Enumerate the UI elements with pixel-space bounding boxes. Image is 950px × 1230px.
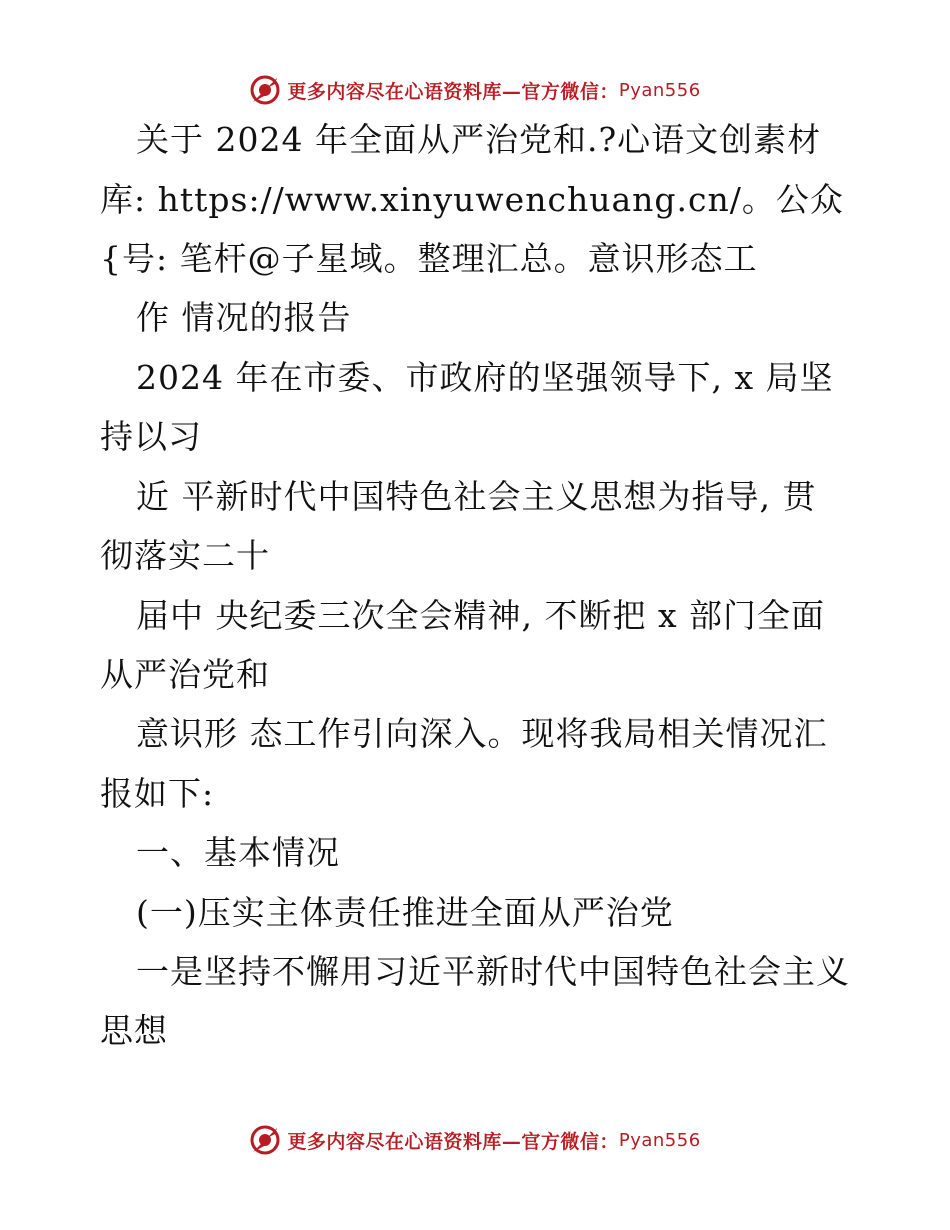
wechat-id: Pyan556 (618, 79, 701, 101)
banner-text: 更多内容尽在心语资料库—官方微信： (287, 1130, 619, 1153)
wechat-id: Pyan556 (618, 1129, 701, 1151)
body-line: 意识形 态工作引向深入。现将我局相关情况汇 (136, 714, 828, 753)
body-line: 持以习 (100, 417, 202, 456)
body-line: 2024 年在市委、市政府的坚强领导下, x 局坚 (136, 358, 834, 397)
body-line: 作 情况的报告 (136, 298, 352, 337)
pen-logo-icon (249, 74, 281, 106)
banner-text: 更多内容尽在心语资料库—官方微信： (287, 80, 619, 103)
body-line: 关于 2024 年全面从严治党和.?心语文创素材 (136, 120, 822, 159)
header-banner (0, 70, 950, 110)
body-line: 思想 (100, 1011, 168, 1050)
pen-logo-icon (249, 1124, 281, 1156)
section-heading: 一、基本情况 (136, 833, 340, 872)
body-line: 库: https://www.xinyuwenchuang.cn/。公众 (100, 180, 844, 219)
subsection-heading: (一)压实主体责任推进全面从严治党 (136, 893, 674, 932)
body-line: 彻落实二十 (100, 536, 270, 575)
footer-banner (0, 1120, 950, 1160)
body-line: 从严治党和 (100, 655, 270, 694)
body-line: {号: 笔杆@子星域。整理汇总。意识形态工 (100, 239, 758, 278)
body-line: 届中 央纪委三次全会精神, 不断把 x 部门全面 (136, 596, 826, 635)
body-line: 报如下: (100, 774, 215, 813)
body-line: 一是坚持不懈用习近平新时代中国特色社会主义 (136, 952, 850, 991)
body-line: 近 平新时代中国特色社会主义思想为指导, 贯 (136, 477, 817, 516)
